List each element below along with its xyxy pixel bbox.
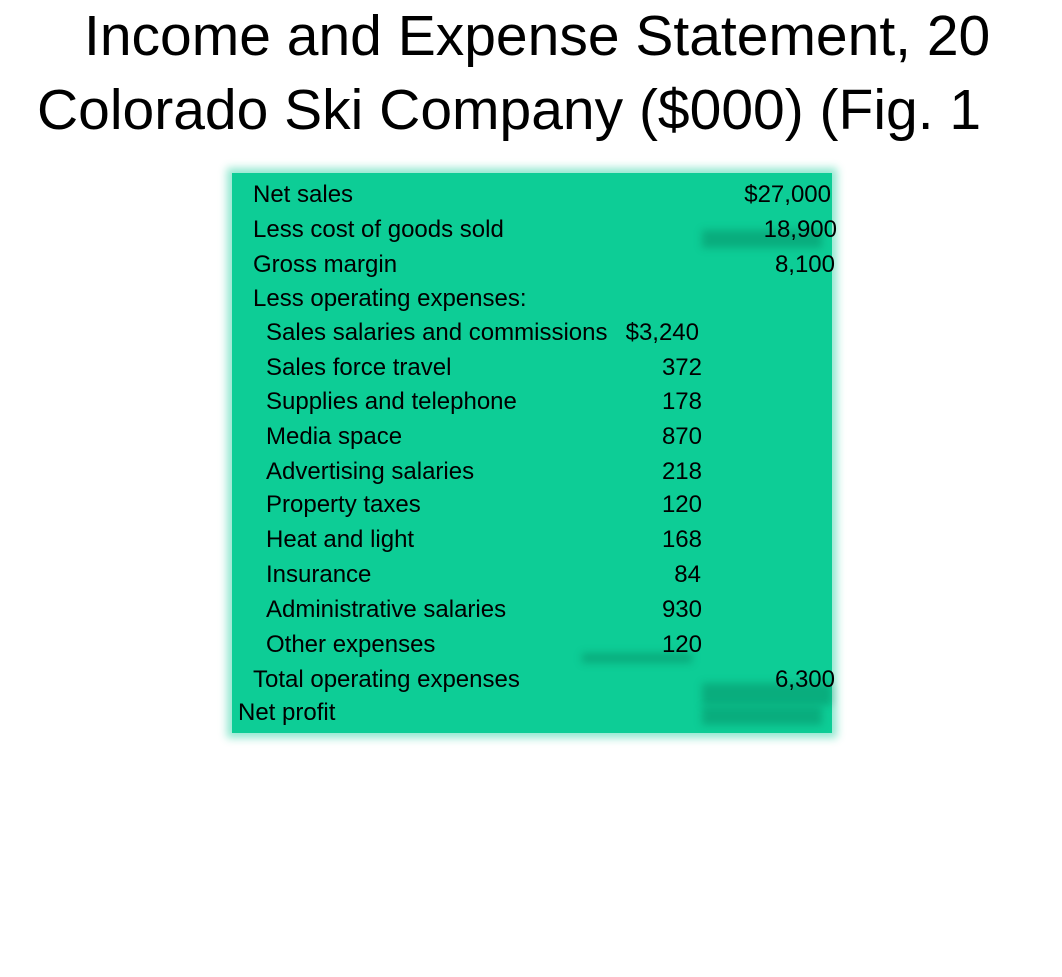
expense-value: 84: [674, 561, 701, 588]
slide-title-line-2: Colorado Ski Company ($000) (Fig. 1: [37, 78, 982, 142]
expense-label: Heat and light: [266, 526, 415, 553]
slide-title-line-1: Income and Expense Statement, 20: [84, 4, 991, 68]
gross-margin-label: Gross margin: [253, 251, 398, 278]
expense-value: $3,240: [625, 319, 699, 346]
net-sales-value: $27,000: [744, 181, 831, 208]
expense-label: Other expenses: [266, 631, 436, 658]
opex-header-label: Less operating expenses:: [253, 285, 527, 312]
expense-label: Supplies and telephone: [266, 388, 517, 415]
expense-label: Insurance: [266, 561, 372, 588]
shadow-patch: [702, 707, 822, 725]
expense-label: Media space: [266, 423, 403, 450]
expense-value: 870: [661, 423, 702, 450]
expense-value: 120: [661, 491, 702, 518]
expense-value: 218: [661, 458, 702, 485]
expense-value: 372: [661, 354, 702, 381]
expense-value: 930: [661, 596, 702, 623]
net-sales-label: Net sales: [253, 181, 354, 208]
total-opex-value: 6,300: [774, 666, 835, 693]
expense-label: Advertising salaries: [266, 458, 475, 485]
expense-value: 178: [661, 388, 702, 415]
expense-value: 168: [661, 526, 702, 553]
cogs-value: 18,900: [763, 216, 837, 243]
cogs-label: Less cost of goods sold: [253, 216, 504, 243]
total-opex-label: Total operating expenses: [253, 666, 520, 693]
expense-label: Sales force travel: [266, 354, 452, 381]
expense-label: Property taxes: [266, 491, 421, 518]
net-profit-label: Net profit: [238, 699, 336, 726]
expense-value: 120: [661, 631, 702, 658]
expense-label: Sales salaries and commissions: [266, 319, 608, 346]
gross-margin-value: 8,100: [774, 251, 835, 278]
expense-label: Administrative salaries: [266, 596, 507, 623]
